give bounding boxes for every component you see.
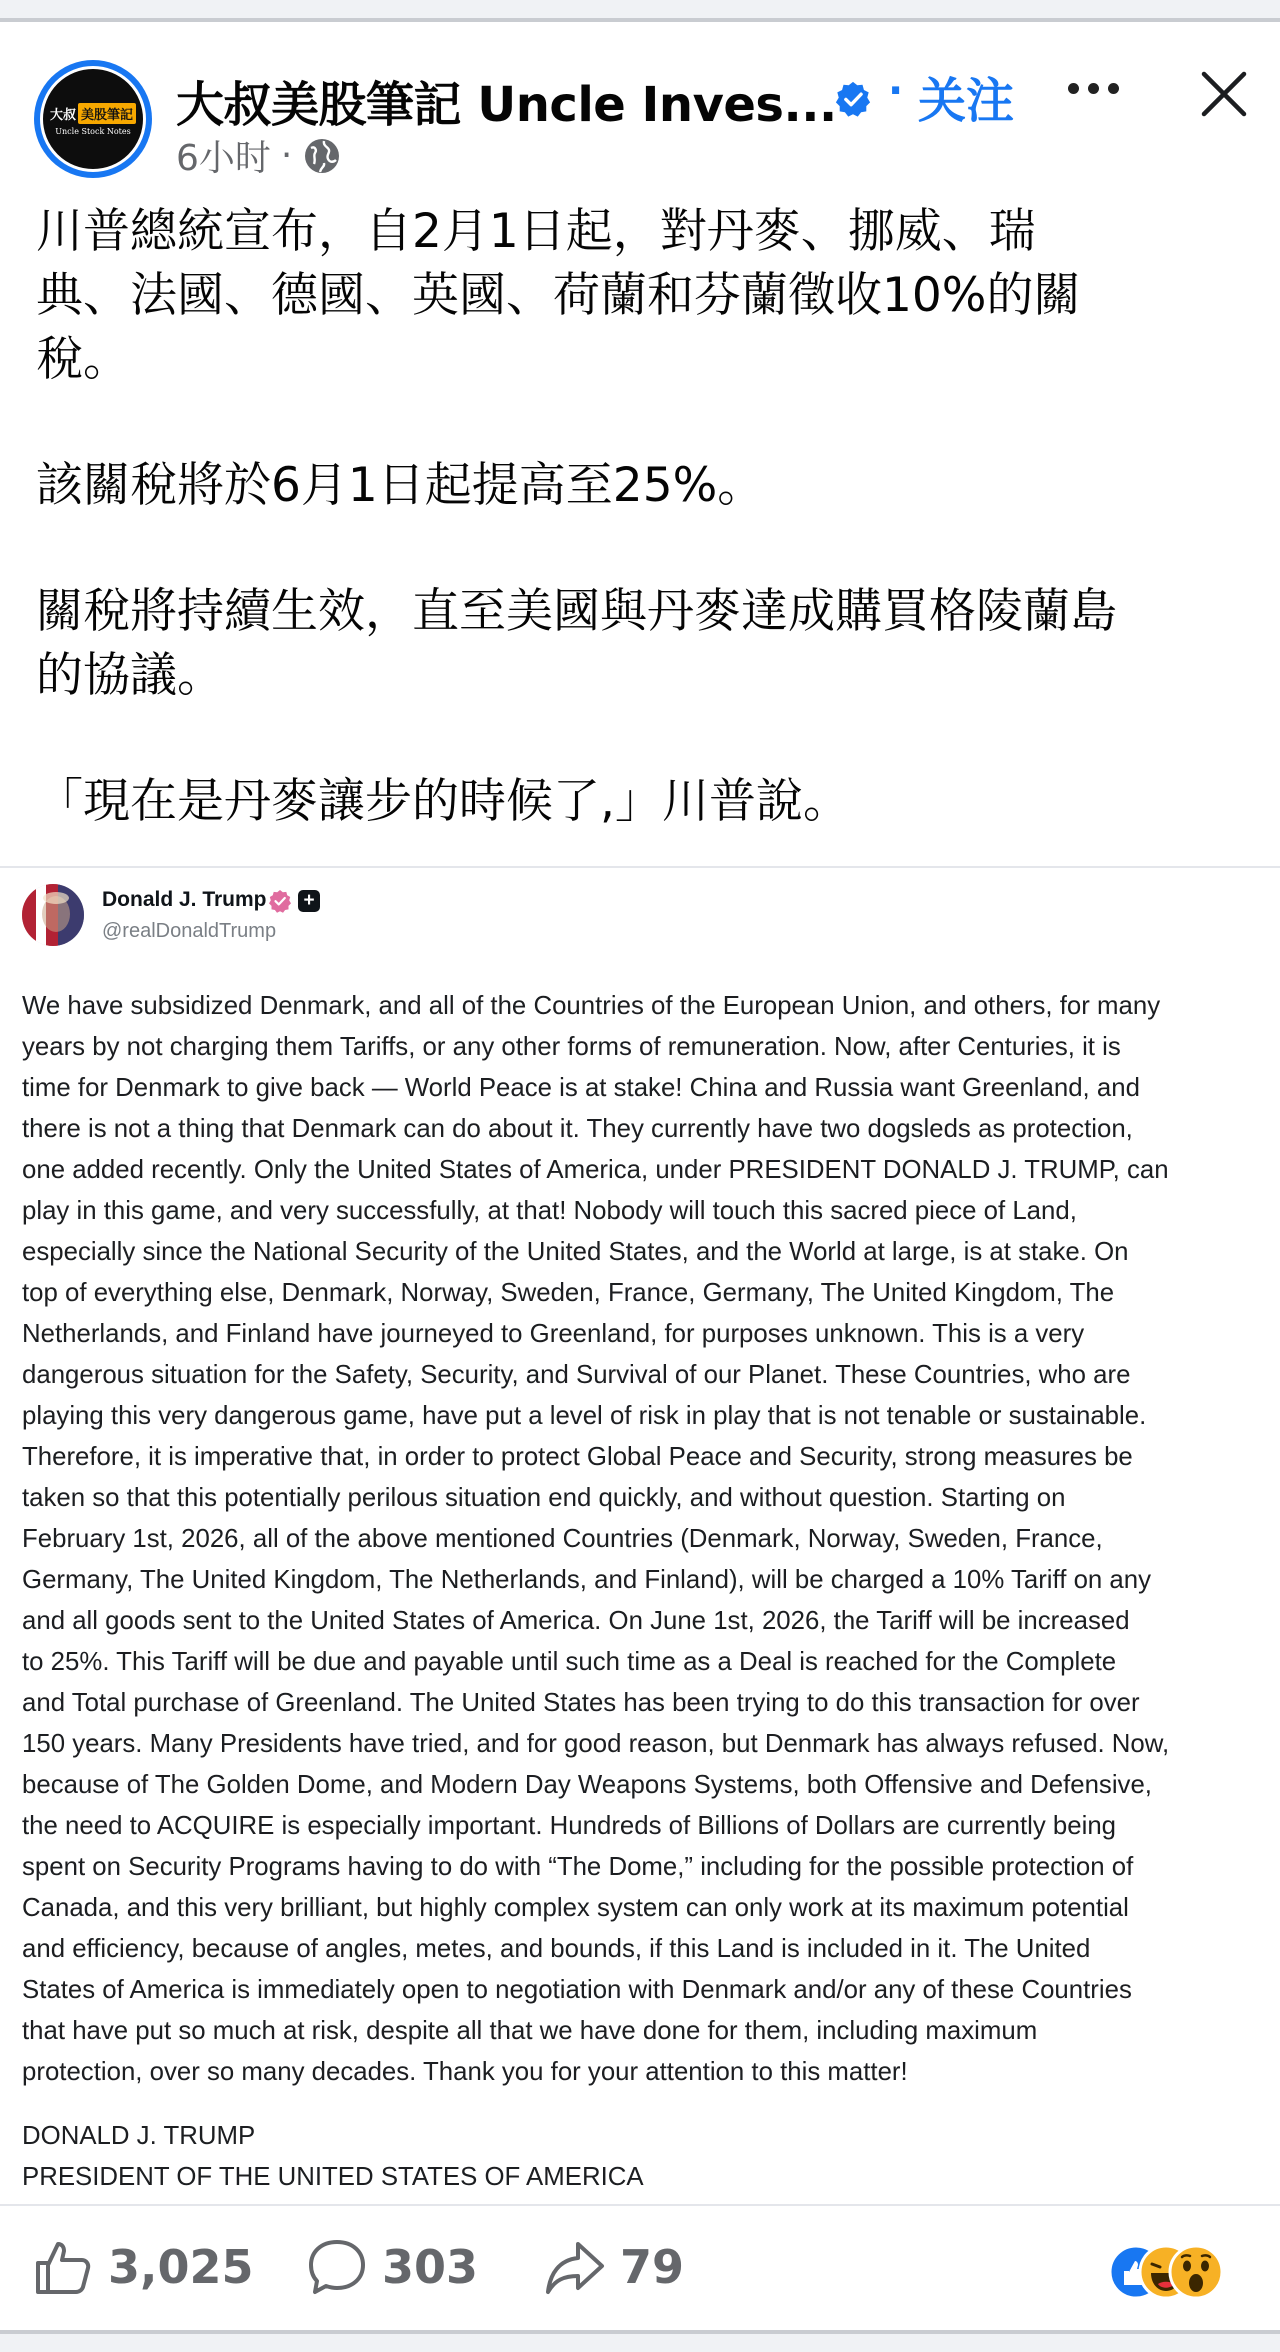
page-avatar[interactable] <box>34 60 152 178</box>
paragraph-gap <box>36 708 1256 770</box>
meta-separator: · <box>280 135 293 176</box>
avatar-logo <box>40 66 146 172</box>
avatar-logo-cn-right: 美股筆記 <box>78 103 136 124</box>
verified-badge-icon <box>834 80 872 118</box>
post-line: 「現在是丹麥讓步的時候了,」川普說。 <box>36 774 850 829</box>
truth-line: play in this game, and very successfully, at that! Nobody will touch this sacred piece of Land, <box>22 1197 1077 1225</box>
truth-line: Germany, The United Kingdom, The Netherlands, and Finland), will be charged a 10% Tariff on any <box>22 1566 1152 1594</box>
truth-line: to 25%. This Tariff will be due and payable until such time as a Deal is reached for the Complete <box>22 1648 1117 1676</box>
truth-line: We have subsidized Denmark, and all of the Countries of the European Union, and others, for many <box>22 992 1161 1020</box>
truth-line: States of America is immediately open to negotiation with Denmark and/or any of these Countries <box>22 1976 1132 2004</box>
more-dot-icon <box>1088 83 1099 94</box>
comment-count: 303 <box>382 2240 479 2294</box>
truth-line: spent on Security Programs having to do with “The Dome,” including for the possible protection of <box>22 1853 1134 1881</box>
signature-title: PRESIDENT OF THE UNITED STATES OF AMERICA <box>22 2163 644 2191</box>
truth-line: and all goods sent to the United States of America. On June 1st, 2026, the Tariff will be increased <box>22 1607 1130 1635</box>
paragraph-gap <box>36 392 1256 454</box>
truth-line: one added recently. Only the United States of America, under PRESIDENT DONALD J. TRUMP, can <box>22 1156 1169 1184</box>
post-line: 的協議。 <box>36 648 224 703</box>
truth-author-handle: @realDonaldTrump <box>102 920 277 942</box>
avatar-logo-en: Uncle Stock Notes <box>55 126 131 136</box>
truth-line: Netherlands, and Finland have journeyed to Greenland, for purposes unknown. This is a very <box>22 1320 1085 1348</box>
truth-line: dangerous situation for the Safety, Security, and Survival of our Planet. These Countries, who are <box>22 1361 1131 1389</box>
like-button[interactable] <box>32 2234 254 2300</box>
truth-line: and efficiency, because of angles, metes, and bounds, if this Land is included in it. The United <box>22 1935 1091 1963</box>
post-line: 該關稅將於6月1日起提高至25%。 <box>36 458 765 513</box>
truth-line: top of everything else, Denmark, Norway, Sweden, France, Germany, The United Kingdom, The <box>22 1279 1115 1307</box>
bottom-edge <box>0 2330 1280 2352</box>
more-dot-icon <box>1108 83 1119 94</box>
comment-bubble-icon <box>306 2236 368 2298</box>
flag-portrait-icon <box>22 884 84 946</box>
share-arrow-icon <box>544 2236 606 2298</box>
comment-button[interactable] <box>306 2234 478 2300</box>
truth-line: time for Denmark to give back — World Peace is at stake! China and Russia want Greenland, and <box>22 1074 1140 1102</box>
embed-divider <box>0 866 1280 868</box>
avatar-logo-row <box>50 103 136 124</box>
share-count: 79 <box>620 2240 685 2294</box>
truth-line: Canada, and this very brilliant, but highly complex system can only work at its maximum potential <box>22 1894 1129 1922</box>
truth-line: and Total purchase of Greenland. The United States has been trying to do this transaction for over <box>22 1689 1140 1717</box>
truth-body <box>22 986 1262 2093</box>
post-line: 關稅將持續生效，直至美國與丹麥達成購買格陵蘭島 <box>36 584 1117 639</box>
share-button[interactable] <box>544 2234 684 2300</box>
post-body <box>36 200 1256 834</box>
action-bar <box>0 2214 1280 2324</box>
signature-name: DONALD J. TRUMP <box>22 2122 256 2150</box>
more-options-button[interactable] <box>1068 76 1122 100</box>
truth-line: Therefore, it is imperative that, in order to protect Global Peace and Security, strong measures be <box>22 1443 1133 1471</box>
actions-divider <box>0 2204 1280 2206</box>
truth-author-name: Donald J. Trump <box>102 888 267 911</box>
thumbs-up-icon <box>32 2236 94 2298</box>
header-separator: · <box>888 68 904 114</box>
post-line: 稅。 <box>36 332 130 387</box>
truth-line: especially since the National Security of the United States, and the World at large, is at stake. On <box>22 1238 1129 1266</box>
close-icon[interactable] <box>1196 66 1252 122</box>
globe-icon <box>302 136 342 176</box>
truth-signature <box>22 2116 1262 2198</box>
truth-line: because of The Golden Dome, and Modern Day Weapons Systems, both Offensive and Defensive, <box>22 1771 1152 1799</box>
post-line: 典、法國、德國、英國、荷蘭和芬蘭徵收10%的關 <box>36 268 1081 323</box>
post-meta <box>176 130 342 181</box>
like-count: 3,025 <box>108 2240 254 2294</box>
reaction-summary[interactable] <box>1108 2244 1258 2304</box>
truth-line: 150 years. Many Presidents have tried, and for good reason, but Denmark has always refused. Now, <box>22 1730 1170 1758</box>
avatar-logo-cn-left: 大叔 <box>49 107 76 123</box>
follow-button[interactable]: 关注 <box>918 62 1014 131</box>
post-timestamp[interactable]: 6小时 <box>176 138 271 179</box>
truth-line: the need to ACQUIRE is especially important. Hundreds of Billions of Dollars are currently being <box>22 1812 1117 1840</box>
paragraph-gap <box>36 518 1256 580</box>
truth-verified-badge-icon <box>268 889 292 913</box>
truth-plus-badge-icon: + <box>298 890 320 912</box>
wow-reaction-icon <box>1168 2244 1224 2300</box>
truth-line: years by not charging them Tariffs, or any other forms of remuneration. Now, after Centuries, it is <box>22 1033 1121 1061</box>
top-edge <box>0 0 1280 22</box>
truth-line: playing this very dangerous game, have put a level of risk in play that is not tenable or sustainable. <box>22 1402 1147 1430</box>
truth-line: taken so that this potentially perilous situation end quickly, and without question. Starting on <box>22 1484 1066 1512</box>
truth-line: that have put so much at risk, despite all that we have done for them, including maximum <box>22 2017 1038 2045</box>
truth-author-avatar <box>22 884 84 946</box>
post-line: 川普總統宣布，自2月1日起，對丹麥、挪威、瑞 <box>36 204 1036 259</box>
truth-line: there is not a thing that Denmark can do about it. They currently have two dogsleds as protection, <box>22 1115 1133 1143</box>
truth-line: February 1st, 2026, all of the above mentioned Countries (Denmark, Norway, Sweden, France, <box>22 1525 1103 1553</box>
page-name[interactable]: 大叔美股筆記 Uncle Inves... <box>176 77 837 133</box>
truth-line: protection, over so many decades. Thank you for your attention to this matter! <box>22 2058 908 2086</box>
more-dot-icon <box>1068 83 1079 94</box>
post-header <box>0 40 1280 190</box>
